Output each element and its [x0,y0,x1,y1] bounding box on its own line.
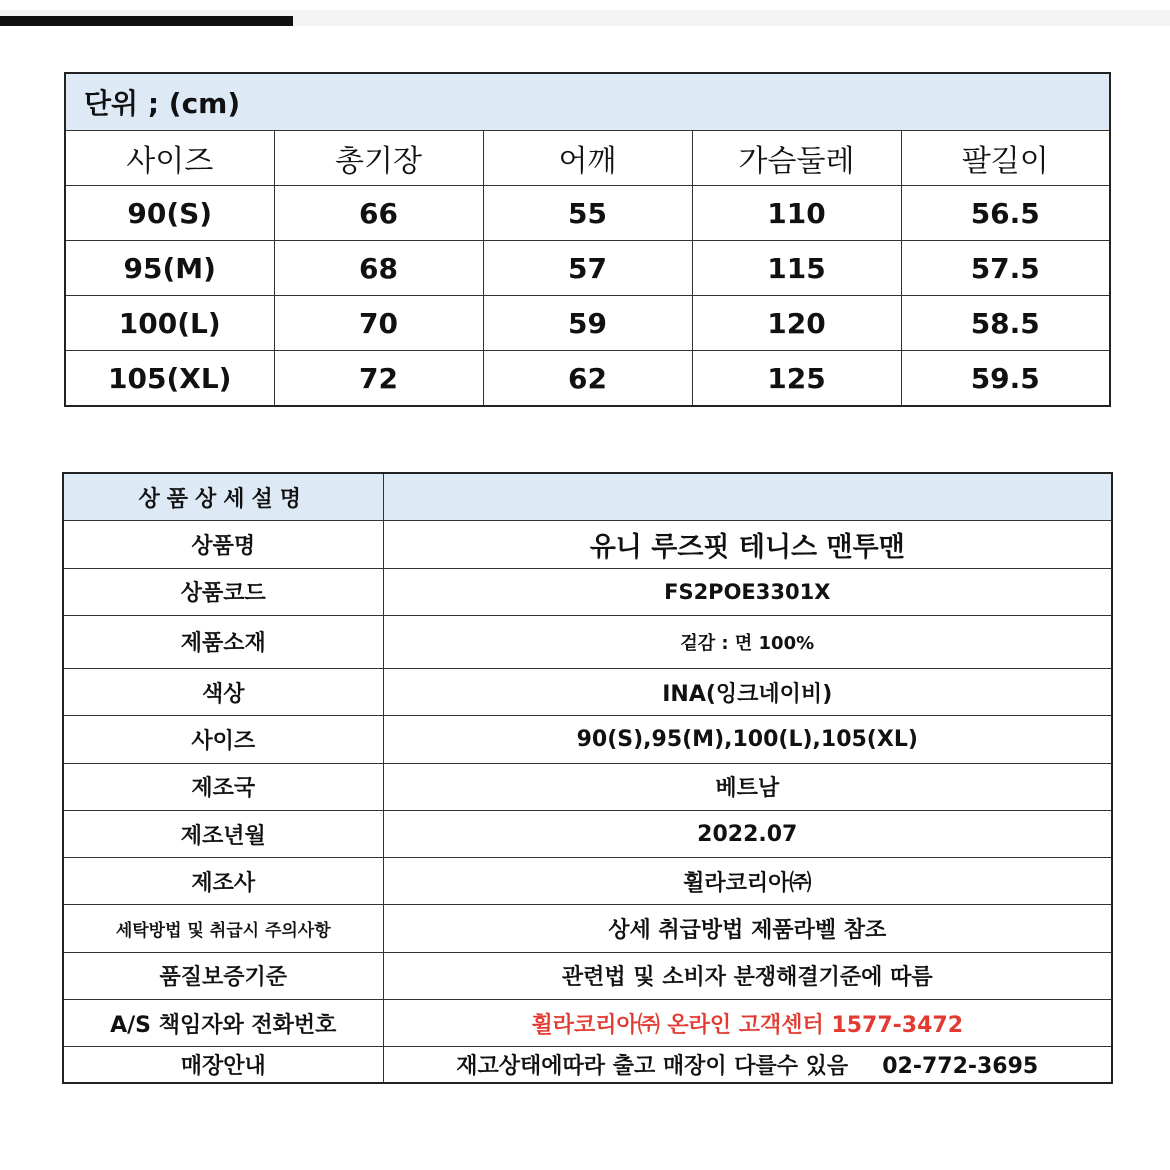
size-cell: 59.5 [901,351,1110,407]
header-total-length: 총기장 [274,131,483,186]
size-cell: 115 [692,241,901,296]
size-cell: 59 [483,296,692,351]
size-row [65,351,1110,407]
section-title: 상품상세설명 [63,473,383,521]
header-size: 사이즈 [65,131,274,186]
store-phone: 02-772-3695 [882,1054,1039,1080]
detail-row-store-info [63,1047,1112,1083]
detail-label: 색상 [63,669,383,716]
detail-label: 사이즈 [63,716,383,763]
size-cell: 120 [692,296,901,351]
detail-value: 유니 루즈핏 테니스 맨투맨 [383,521,1112,568]
detail-value: 휠라코리아㈜ [383,858,1112,905]
size-row [65,241,1110,296]
size-cell: 57.5 [901,241,1110,296]
detail-row-product-name [63,521,1112,568]
size-cell: 68 [274,241,483,296]
product-detail-table [62,472,1113,1084]
detail-value: 2022.07 [383,810,1112,857]
detail-value: 베트남 [383,763,1112,810]
detail-value [383,1047,1112,1083]
detail-label: A/S 책임자와 전화번호 [63,999,383,1046]
unit-label: 단위 ; (cm) [65,73,1110,131]
size-cell: 56.5 [901,186,1110,241]
header-sleeve: 팔길이 [901,131,1110,186]
detail-label: 제품소재 [63,615,383,668]
size-cell: 66 [274,186,483,241]
detail-label: 품질보증기준 [63,952,383,999]
size-chart-table [64,72,1111,407]
detail-section-header [63,473,1112,521]
detail-row-color [63,669,1112,716]
detail-row-product-code [63,568,1112,615]
detail-value: INA(잉크네이비) [383,669,1112,716]
size-cell: 125 [692,351,901,407]
detail-label: 제조사 [63,858,383,905]
detail-row-warranty [63,952,1112,999]
size-cell: 90(S) [65,186,274,241]
size-cell: 58.5 [901,296,1110,351]
detail-value: 겉감 : 면 100% [383,615,1112,668]
size-cell: 55 [483,186,692,241]
detail-label: 제조국 [63,763,383,810]
store-notice: 재고상태에따라 출고 매장이 다를수 있음 [456,1054,849,1080]
detail-value-customer-center: 휠라코리아㈜ 온라인 고객센터 1577-3472 [383,999,1112,1046]
detail-row-country [63,763,1112,810]
size-cell: 57 [483,241,692,296]
header-chest: 가슴둘레 [692,131,901,186]
detail-row-material [63,615,1112,668]
size-cell: 100(L) [65,296,274,351]
detail-row-manufacturer [63,858,1112,905]
detail-value: 90(S),95(M),100(L),105(XL) [383,716,1112,763]
detail-value: 상세 취급방법 제품라벨 참조 [383,905,1112,952]
size-cell: 95(M) [65,241,274,296]
size-cell: 110 [692,186,901,241]
size-cell: 70 [274,296,483,351]
detail-label: 상품명 [63,521,383,568]
detail-value: 관련법 및 소비자 분쟁해결기준에 따름 [383,952,1112,999]
size-row [65,186,1110,241]
unit-row [65,73,1110,131]
size-cell: 72 [274,351,483,407]
detail-label: 매장안내 [63,1047,383,1083]
header-shoulder: 어깨 [483,131,692,186]
detail-label: 상품코드 [63,568,383,615]
size-cell: 105(XL) [65,351,274,407]
section-header-empty [383,473,1112,521]
detail-row-washing [63,905,1112,952]
detail-row-as-contact [63,999,1112,1046]
size-cell: 62 [483,351,692,407]
detail-label: 세탁방법 및 취급시 주의사항 [63,905,383,952]
detail-label: 제조년월 [63,810,383,857]
size-header-row [65,131,1110,186]
top-progress-bar [0,16,293,26]
detail-row-manufacture-date [63,810,1112,857]
detail-value: FS2POE3301X [383,568,1112,615]
detail-row-sizes [63,716,1112,763]
size-row [65,296,1110,351]
